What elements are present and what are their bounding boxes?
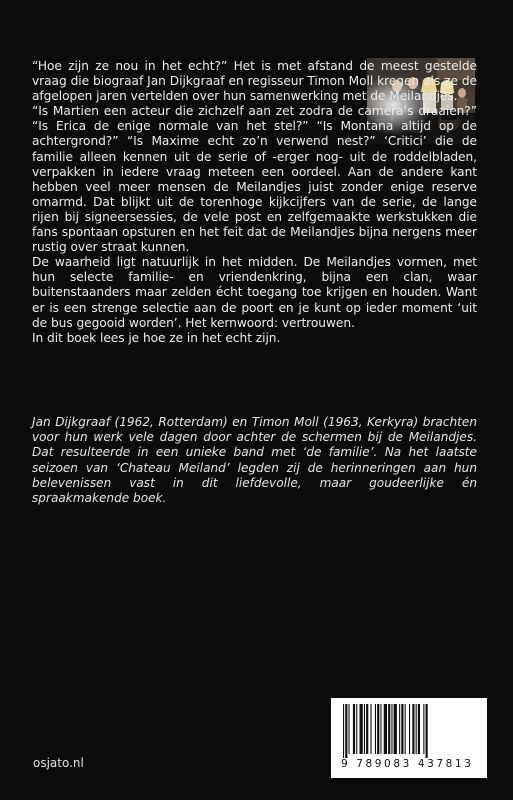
author-bio — [32, 415, 477, 506]
publisher-url: osjato.nl — [33, 756, 84, 770]
barcode-bar — [412, 704, 414, 754]
barcode-bar — [371, 704, 372, 754]
isbn-number: 9 789083 437813 — [341, 758, 474, 770]
barcode-bar — [343, 704, 344, 758]
barcode-bar — [366, 704, 368, 754]
barcode-bar — [426, 704, 428, 758]
barcode-bar — [345, 704, 347, 758]
barcode-bar — [405, 704, 406, 754]
barcode-bar — [416, 704, 417, 754]
barcode-bar — [360, 704, 363, 754]
barcode — [331, 698, 487, 778]
barcode-bar — [394, 704, 397, 754]
barcode-bar — [388, 704, 390, 754]
barcode-bar — [380, 704, 381, 754]
blurb-paragraph-2: “Is Martien een acteur die zichzelf aan zet zodra de camera’s draaien?” “Is Erica de enige normale van het stel?” “Is Montana altijd op de achtergrond?” “Is Maxime echt zo’n verwend nest?” ‘Critici’ die de familie alleen kennen uit de serie of -erger nog- uit de roddelbladen, verpakken in iedere vraag meteen een oordeel. Aan de andere kant hebben veel meer mensen de Meilandjes juist zonder enige reserve omarmd. Dat blijkt uit de torenhoge kijkcijfers van de serie, de lange rijen bij signeersessies, de vele post en zelfgemaakte werkstukken die fans spontaan opsturen en het feit dat de Meilandjes bijna nergens meer rustig over straat kunnen. — [32, 104, 477, 255]
blurb-paragraph-1: “Hoe zijn ze nou in het echt?” Het is met afstand de meest gestelde vraag die biograaf Jan Dijkgraaf en regisseur Timon Moll kregen als ze de afgelopen jaren vertelden over hun samenwerking met de Meilandjes. — [32, 59, 477, 104]
barcode-bars — [343, 704, 475, 758]
barcode-bar — [349, 704, 350, 754]
barcode-bar — [399, 704, 400, 754]
barcode-bar — [391, 704, 392, 754]
blurb-text — [32, 59, 477, 346]
barcode-bar — [418, 704, 420, 754]
blurb-paragraph-3: De waarheid ligt natuurlijk in het midden. De Meilandjes vormen, met hun selecte familie- en vriendenkring, bijna een clan, waar buitenstaanders maar zelden écht toegang toe krijgen en houden. Want er is een strenge selectie aan de poort en je kunt op ieder moment ‘uit de bus gegooid worden’. Het kernwoord: vertrouwen. — [32, 255, 477, 330]
barcode-bar — [375, 704, 376, 754]
barcode-bar — [401, 704, 403, 754]
barcode-bar — [377, 704, 379, 754]
barcode-bar — [423, 704, 424, 754]
barcode-bar — [353, 704, 355, 754]
author-bio-text: Jan Dijkgraaf (1962, Rotterdam) en Timon Moll (1963, Kerkyra) brachten voor hun werk vele dagen door achter de schermen bij de Meilandjes. Dat resulteerde in een unieke band met ‘de familie’. Na het laatste seizoen van ‘Chateau Meiland’ legden zij de herinneringen aan hun belevenissen vast in dit liefdevolle, maar goudeerlijke én spraakmakende boek. — [32, 415, 477, 506]
barcode-bar — [409, 704, 410, 754]
barcode-bar — [356, 704, 357, 754]
barcode-bar — [364, 704, 365, 754]
blurb-paragraph-4: In dit boek lees je hoe ze in het echt zijn. — [32, 330, 281, 345]
barcode-bar — [384, 704, 387, 754]
